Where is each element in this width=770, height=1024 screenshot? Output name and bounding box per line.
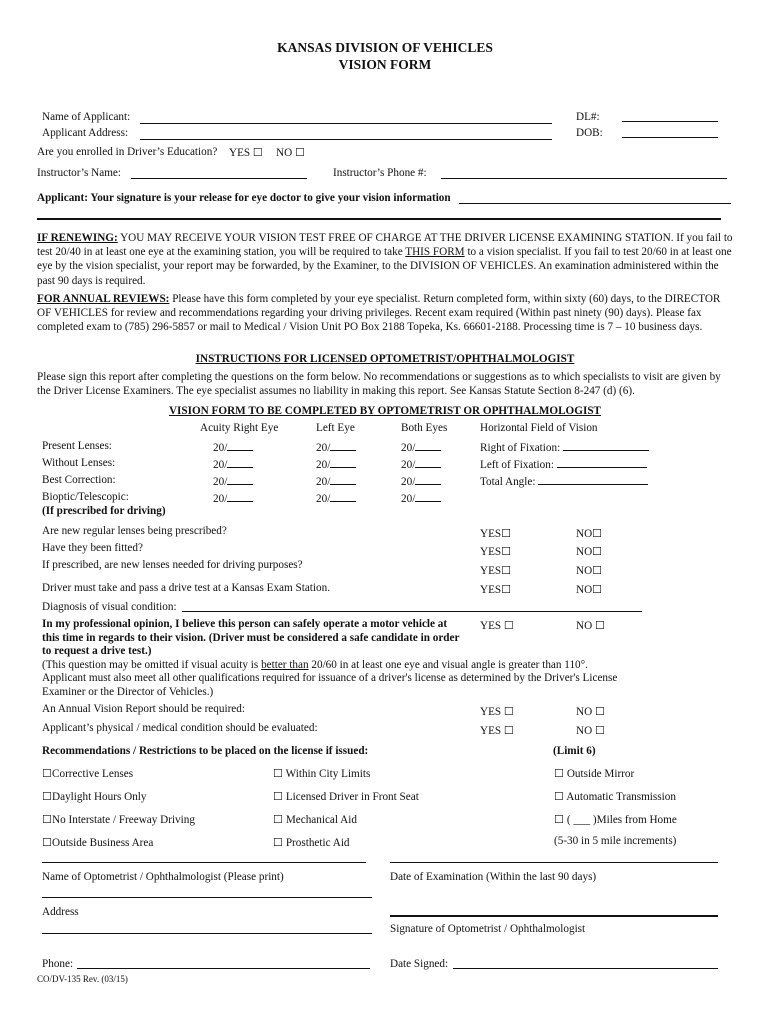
instructions-heading: INSTRUCTIONS FOR LICENSED OPTOMETRIST/OPHTHALMOLOGIST (195, 353, 575, 365)
best-left-field[interactable]: 20/ (316, 474, 356, 488)
present-both-field[interactable]: 20/ (401, 440, 441, 454)
renewing-heading: IF RENEWING: (37, 232, 118, 244)
restriction-licensed-driver[interactable]: ☐ Licensed Driver in Front Seat (273, 791, 419, 803)
doctor-signature-field[interactable] (390, 915, 718, 917)
opinion-line-3: to request a drive test.) (42, 645, 152, 657)
drivers-ed-yes-checkbox[interactable]: YES ☐ (229, 147, 263, 159)
phone-field[interactable] (77, 968, 370, 969)
left-of-fixation-field[interactable]: Left of Fixation: (480, 457, 647, 471)
restrictions-limit: (Limit 6) (553, 745, 596, 757)
fitted-yes-checkbox[interactable]: YES☐ (480, 546, 512, 558)
opinion-line-1: In my professional opinion, I believe this person can safely operate a motor vehicle at (42, 618, 448, 630)
column-both-eyes: Both Eyes (401, 422, 448, 434)
question-drive-test: Driver must take and pass a drive test at a Kansas Exam Station. (42, 582, 331, 594)
column-left-eye: Left Eye (316, 422, 355, 434)
fitted-no-checkbox[interactable]: NO☐ (576, 546, 603, 558)
applicant-name-label: Name of Applicant: (42, 111, 131, 123)
dl-field[interactable] (622, 121, 718, 122)
opinion-note-2: Applicant must also meet all other qualifications required for issuance of a driver's license as determined by the Driver's License (42, 672, 618, 684)
row-best-correction-label: Best Correction: (42, 474, 116, 486)
date-signed-label: Date Signed: (390, 958, 449, 970)
bioptic-right-field[interactable]: 20/ (213, 491, 253, 505)
form-code: CO/DV-135 Rev. (03/15) (37, 974, 128, 984)
renewing-text-1: YOU MAY RECEIVE YOUR VISION TEST FREE OF CHARGE AT THE DRIVER LICENSE EXAMINING STATION. If you fail to test 20/40 in at least one eye at the examining station, you will be required to take (37, 232, 733, 259)
instructions-text: Please sign this report after completing the questions on the form below. No recommendations or suggestions as to which specialists to visit are given by the Driver License Examiners. The eye specialist assumes no liability in making this report. See Kansas Statute Section 8-247 (d) (6). (37, 371, 721, 398)
instructor-phone-label: Instructor’s Phone #: (333, 167, 427, 179)
doctor-signature-label: Signature of Optometrist / Ophthalmologist (390, 923, 586, 935)
applicant-address-field[interactable] (140, 139, 552, 140)
instructor-name-label: Instructor’s Name: (37, 167, 121, 179)
best-right-field[interactable]: 20/ (213, 474, 253, 488)
best-both-field[interactable]: 20/ (401, 474, 441, 488)
bioptic-note: (If prescribed for driving) (42, 505, 166, 517)
annual-report-question: An Annual Vision Report should be required: (42, 703, 245, 715)
opinion-no-checkbox[interactable]: NO ☐ (576, 620, 605, 632)
phone-label: Phone: (42, 958, 74, 970)
without-both-field[interactable]: 20/ (401, 457, 441, 471)
renewing-text-2: to a vision specialist. If you fail to test 20/60 in at least one eye by the vision specialist, your report may be forwarded, by the Examiner, to the DIVISION OF VEHICLES. An examination administered within the past 90 days is required. (37, 246, 732, 287)
medical-eval-no-checkbox[interactable]: NO ☐ (576, 725, 605, 737)
new-lenses-no-checkbox[interactable]: NO☐ (576, 528, 603, 540)
dob-label: DOB: (576, 127, 603, 139)
restriction-outside-business-area[interactable]: ☐Outside Business Area (42, 837, 154, 849)
doctor-name-field[interactable] (42, 862, 366, 863)
row-bioptic-label: Bioptic/Telescopic: (42, 491, 129, 503)
column-horizontal-field: Horizontal Field of Vision (480, 422, 598, 434)
question-driving-lenses: If prescribed, are new lenses needed for driving purposes? (42, 559, 303, 571)
annual-text: Please have this form completed by your eye specialist. Return completed form, within sixty (60) days, to the DIRECTOR OF VEHICLES for review and recommendations regarding your driving privileges. Recent exam required (Within past ninety (90) days). Please fax completed exam to (785) 296-5857 or mail to Medical / Vision Unit PO Box 2188 Topeka, Ks. 66601-2188. Processing time is 7 – 10 business days. (37, 293, 721, 334)
present-left-field[interactable]: 20/ (316, 440, 356, 454)
opinion-note-3: Examiner or the Director of Vehicles.) (42, 686, 214, 698)
restriction-mechanical-aid[interactable]: ☐ Mechanical Aid (273, 814, 357, 826)
without-right-field[interactable]: 20/ (213, 457, 253, 471)
address-label: Address (42, 906, 79, 918)
annual-heading: FOR ANNUAL REVIEWS: (37, 293, 170, 305)
dl-label: DL#: (576, 111, 600, 123)
restriction-miles-from-home[interactable]: ☐ ( ___ )Miles from Home (554, 814, 677, 826)
diagnosis-label: Diagnosis of visual condition: (42, 601, 177, 613)
question-fitted: Have they been fitted? (42, 542, 143, 554)
applicant-name-field[interactable] (140, 123, 552, 124)
restriction-outside-mirror[interactable]: ☐ Outside Mirror (554, 768, 635, 780)
column-acuity-right: Acuity Right Eye (200, 422, 279, 434)
annual-paragraph (37, 292, 737, 335)
annual-report-yes-checkbox[interactable]: YES ☐ (480, 706, 514, 718)
medical-eval-question: Applicant’s physical / medical condition should be evaluated: (42, 722, 318, 734)
restriction-prosthetic-aid[interactable]: ☐ Prosthetic Aid (273, 837, 350, 849)
renewing-paragraph (37, 231, 737, 288)
opinion-note-1: (This question may be omitted if visual acuity is better than 20/60 in at least one eye and visual angle is greater than 110°. (42, 659, 588, 671)
row-without-lenses-label: Without Lenses: (42, 457, 116, 469)
instructor-phone-field[interactable] (441, 178, 727, 179)
date-signed-field[interactable] (453, 968, 718, 969)
address-top-line (42, 897, 372, 898)
this-form-text: THIS FORM (405, 246, 465, 259)
applicant-signature-label: Applicant: Your signature is your release for eye doctor to give your vision information (37, 192, 451, 204)
exam-date-label: Date of Examination (Within the last 90 days) (390, 871, 597, 883)
restrictions-heading: Recommendations / Restrictions to be placed on the license if issued: (42, 745, 369, 757)
form-subtitle: VISION FORM (338, 57, 432, 72)
restriction-corrective-lenses[interactable]: ☐Corrective Lenses (42, 768, 134, 780)
dob-field[interactable] (622, 137, 718, 138)
drive-test-no-checkbox[interactable]: NO☐ (576, 584, 603, 596)
diagnosis-field[interactable] (182, 611, 642, 612)
restriction-no-interstate[interactable]: ☐No Interstate / Freeway Driving (42, 814, 195, 826)
opinion-line-2: this time in regards to their vision. (Driver must be considered a safe candidate in order (42, 632, 460, 644)
restriction-daylight-only[interactable]: ☐Daylight Hours Only (42, 791, 147, 803)
applicant-address-label: Applicant Address: (42, 127, 129, 139)
applicant-signature-field[interactable] (459, 203, 731, 204)
drivers-ed-question: Are you enrolled in Driver’s Education? (37, 146, 218, 158)
restriction-miles-note: (5-30 in 5 mile increments) (554, 835, 677, 847)
bioptic-left-field[interactable]: 20/ (316, 491, 356, 505)
question-new-lenses: Are new regular lenses being prescribed? (42, 525, 227, 537)
medical-eval-yes-checkbox[interactable]: YES ☐ (480, 725, 514, 737)
bioptic-both-field[interactable]: 20/ (401, 491, 441, 505)
instructor-name-field[interactable] (131, 178, 307, 179)
new-lenses-yes-checkbox[interactable]: YES☐ (480, 528, 512, 540)
driving-lenses-no-checkbox[interactable]: NO☐ (576, 565, 603, 577)
driving-lenses-yes-checkbox[interactable]: YES☐ (480, 565, 512, 577)
drive-test-yes-checkbox[interactable]: YES☐ (480, 584, 512, 596)
restriction-automatic-transmission[interactable]: ☐ Automatic Transmission (554, 791, 676, 803)
drivers-ed-no-checkbox[interactable]: NO ☐ (276, 147, 305, 159)
vision-form-heading: VISION FORM TO BE COMPLETED BY OPTOMETRIST OR OPHTHALMOLOGIST (168, 405, 602, 417)
total-angle-field[interactable]: Total Angle: (480, 474, 648, 488)
form-title: KANSAS DIVISION OF VEHICLES (277, 40, 493, 55)
restriction-within-city-limits[interactable]: ☐ Within City Limits (273, 768, 371, 780)
doctor-name-label: Name of Optometrist / Ophthalmologist (Please print) (42, 871, 284, 883)
right-of-fixation-field[interactable]: Right of Fixation: (480, 440, 649, 454)
without-left-field[interactable]: 20/ (316, 457, 356, 471)
address-field[interactable] (42, 933, 372, 934)
section-divider (37, 218, 721, 220)
row-present-lenses-label: Present Lenses: (42, 440, 112, 452)
annual-report-no-checkbox[interactable]: NO ☐ (576, 706, 605, 718)
exam-date-field[interactable] (390, 862, 718, 863)
present-right-field[interactable]: 20/ (213, 440, 253, 454)
opinion-yes-checkbox[interactable]: YES ☐ (480, 620, 514, 632)
